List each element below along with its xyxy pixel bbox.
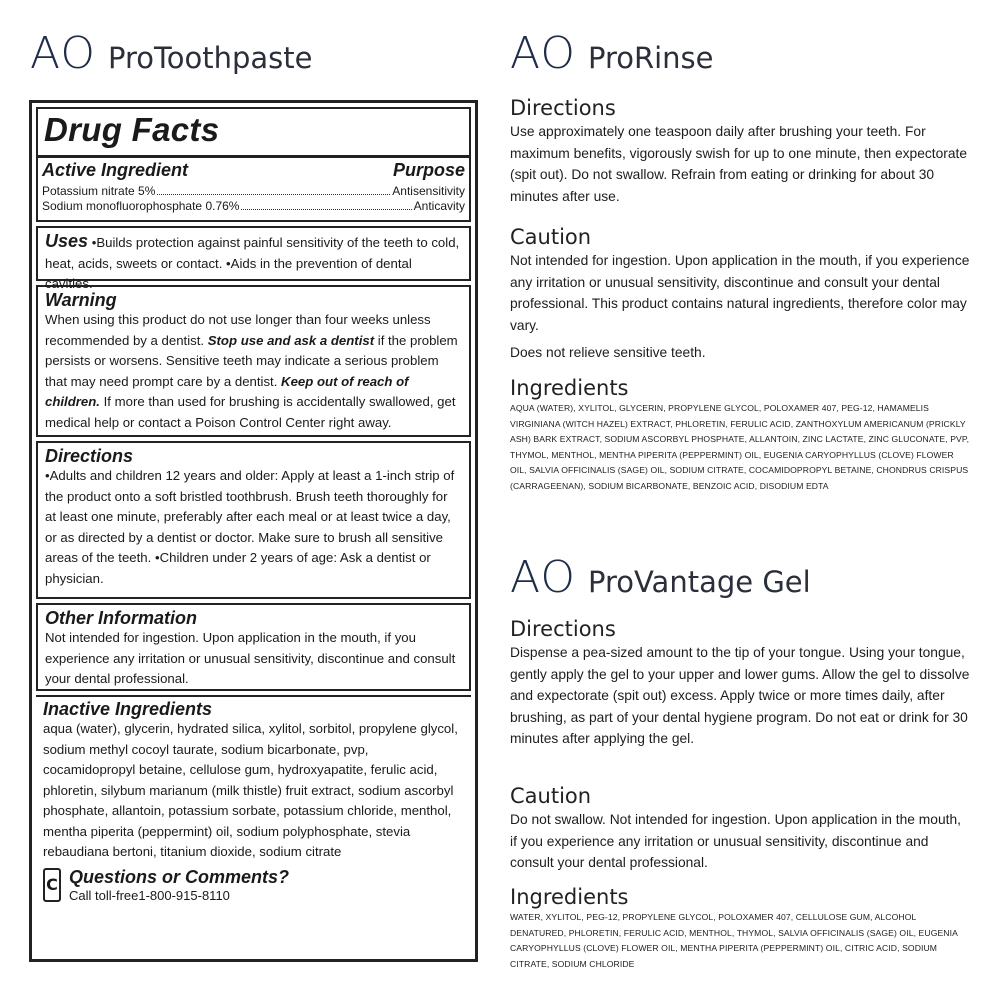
warning-emphasis: Keep out of reach of children. [45, 373, 409, 409]
other-information-section [36, 603, 471, 691]
gel-directions-heading: Directions [510, 617, 616, 641]
dot-leader [241, 199, 411, 210]
ao-logo: AO [510, 28, 576, 79]
warning-text-part: if the problem persists or worsens. Sensitive teeth may indicate a serious problem that may need prompt care by a dentist. [45, 332, 458, 389]
toothpaste-product-name: ProToothpaste [107, 41, 313, 75]
questions-title: Questions or Comments? [69, 866, 290, 887]
uses-text: •Builds protection against painful sensitivity of the teeth to cold, heat, acids, sweets or contact. •Aids in the prevention of dental cavities. [45, 235, 460, 291]
rinse-directions-text: Use approximately one teaspoon daily after brushing your teeth. For maximum benefits, vigorously swish for up to one minute, then expectorate (spit out). Do not swallow. Refrain from eating or drinking for about 30 minutes after use. [510, 124, 968, 204]
ao-logo: AO [510, 552, 576, 603]
gel-brand-header [510, 552, 811, 603]
directions-heading: Directions [45, 446, 134, 466]
active-ingredient-heading: Active Ingredient [42, 160, 189, 180]
toothpaste-brand-header [30, 28, 313, 79]
drug-facts-title: Drug Facts [38, 109, 469, 158]
gel-ingredients-heading: Ingredients [510, 885, 629, 909]
rinse-brand-header [510, 28, 714, 79]
directions-text: •Adults and children 12 years and older: Apply at least a 1-inch strip of the product onto a soft bristled toothbrush. Brush teeth thoroughly for at least one minute, preferably after each meal or at least twice a day, or as directed by a dentist or doctor. Make sure to brush all sensitive areas of the teeth. •Children under 2 years of age: Ask a dentist or physician. [45, 468, 455, 586]
rinse-caution-text: Not intended for ingestion. Upon application in the mouth, if you experience any irritation or unusual sensitivity, discontinue and consult your dental professional. This product contains natural ingredients, therefore color may vary. [510, 253, 970, 333]
drug-facts-panel [29, 100, 478, 962]
warning-emphasis: Stop use and ask a dentist [207, 332, 375, 348]
rinse-directions-heading: Directions [510, 96, 616, 120]
uses-section [36, 226, 471, 291]
drug-facts-header-block [36, 107, 471, 222]
gel-caution-section [510, 783, 970, 874]
inactive-ingredients-text: aqua (water), glycerin, hydrated silica, xylitol, sorbitol, propylene glycol, sodium methyl cocoyl taurate, sodium bicarbonate, pvp, cocamidopropyl betaine, cellulose gum, hydroxyapatite, ferulic acid, phloretin, silybum marianum (milk thistle) fruit extract, sodium ascorbyl phosphate, allantoin, potassium sorbate, potassium chloride, menthol, mentha piperita (peppermint) oil, sodium polyphosphate, stevia rebaudiana bertoni, titanium dioxide, sodium citrate [43, 721, 458, 859]
other-information-text: Not intended for ingestion. Upon application in the mouth, if you experience any irritation or unusual sensitivity, discontinue and consult your dental professional. [45, 630, 456, 686]
rinse-directions-section [510, 95, 970, 207]
active-ingredient-row [38, 199, 469, 220]
rinse-ingredients-section [510, 375, 970, 495]
uses-heading: Uses [45, 231, 89, 251]
rinse-caution-section [510, 224, 970, 364]
rinse-caution-note: Does not relieve sensitive teeth. [510, 345, 706, 360]
rinse-product-name: ProRinse [587, 41, 714, 75]
directions-section [36, 441, 471, 599]
rinse-ingredients-text: AQUA (WATER), XYLITOL, GLYCERIN, PROPYLENE GLYCOL, POLOXAMER 407, PEG-12, HAMAMELIS VIRGINIANA (WITCH HAZEL) EXTRACT, PHLORETIN, FERULIC ACID, ZANTHOXYLUM AMERICANUM (PRICKLY ASH) BARK EXTRACT, SODIUM ASCORBYL PHOSPHATE, ALLANTOIN, ZINC LACTATE, ZINC GLUCONATE, PVP, THYMOL, MENTHOL, MENTHA PIPERITA (PEPPERMINT) OIL, EUGENIA CARYOPHYLLUS (CLOVE) FLOWER OIL, SALVIA OFFICINALIS (SAGE) OIL, SODIUM CITRATE, COCAMIDOPROPYL BETAINE, CHONDRUS CRISPUS (CARRAGEENAN), SODIUM BICARBONATE, BENZOIC ACID, DISODIUM EDTA [510, 403, 970, 491]
purpose-heading: Purpose [392, 160, 465, 180]
gel-directions-section [510, 616, 970, 750]
warning-heading: Warning [45, 290, 117, 310]
ingredient-name: Potassium nitrate 5% [42, 184, 156, 198]
ao-logo: AO [30, 28, 96, 79]
gel-caution-text: Do not swallow. Not intended for ingestion. Upon application in the mouth, if you experience any irritation or unusual sensitivity, discontinue and consult your dental professional. [510, 812, 961, 870]
warning-text-part: When using this product do not use longer than four weeks unless recommended by a dentist. [45, 312, 431, 348]
ingredient-purpose: Anticavity [413, 199, 465, 213]
warning-text [45, 310, 462, 433]
active-ingredient-row [38, 184, 469, 199]
active-ingredient-header-row [38, 158, 469, 181]
gel-ingredients-section [510, 884, 970, 972]
rinse-caution-heading: Caution [510, 225, 592, 249]
warning-section [36, 285, 471, 437]
gel-directions-text: Dispense a pea-sized amount to the tip of your tongue. Using your tongue, gently apply the gel to your upper and lower gums. Allow the gel to dissolve and expectorate (spit out) excess. Apply twice or more times daily, after brushing, as part of your dental hygiene program. Do not eat or drink for 30 minutes after applying the gel. [510, 645, 970, 746]
inactive-ingredients-heading: Inactive Ingredients [43, 699, 213, 719]
gel-ingredients-text: WATER, XYLITOL, PEG-12, PROPYLENE GLYCOL, POLOXAMER 407, CELLULOSE GUM, ALCOHOL DENATURED, PHLORETIN, FERULIC ACID, MENTHOL, THYMOL, SALVIA OFFICINALIS (SAGE) OIL, EUGENIA CARYOPHYLLUS (CLOVE) FLOWER OIL, MENTHA PIPERITA (PEPPERMINT) OIL, CITRIC ACID, SODIUM CITRATE, SODIUM CHLORIDE [510, 912, 958, 969]
questions-phone: Call toll-free1-800-915-8110 [69, 887, 230, 903]
phone-c-icon: C [43, 868, 61, 902]
questions-block [69, 867, 289, 903]
questions-row [43, 867, 464, 903]
warning-text-part: If more than used for brushing is accidentally swallowed, get medical help or contact a Poison Control Center right away. [45, 394, 456, 430]
inactive-ingredients-section [36, 695, 471, 917]
other-information-heading: Other Information [45, 608, 197, 628]
gel-product-name: ProVantage Gel [587, 565, 811, 599]
gel-caution-heading: Caution [510, 784, 592, 808]
dot-leader [157, 184, 390, 195]
rinse-ingredients-heading: Ingredients [510, 376, 629, 400]
ingredient-name: Sodium monofluorophosphate 0.76% [42, 199, 240, 213]
ingredient-purpose: Antisensitivity [392, 184, 465, 198]
